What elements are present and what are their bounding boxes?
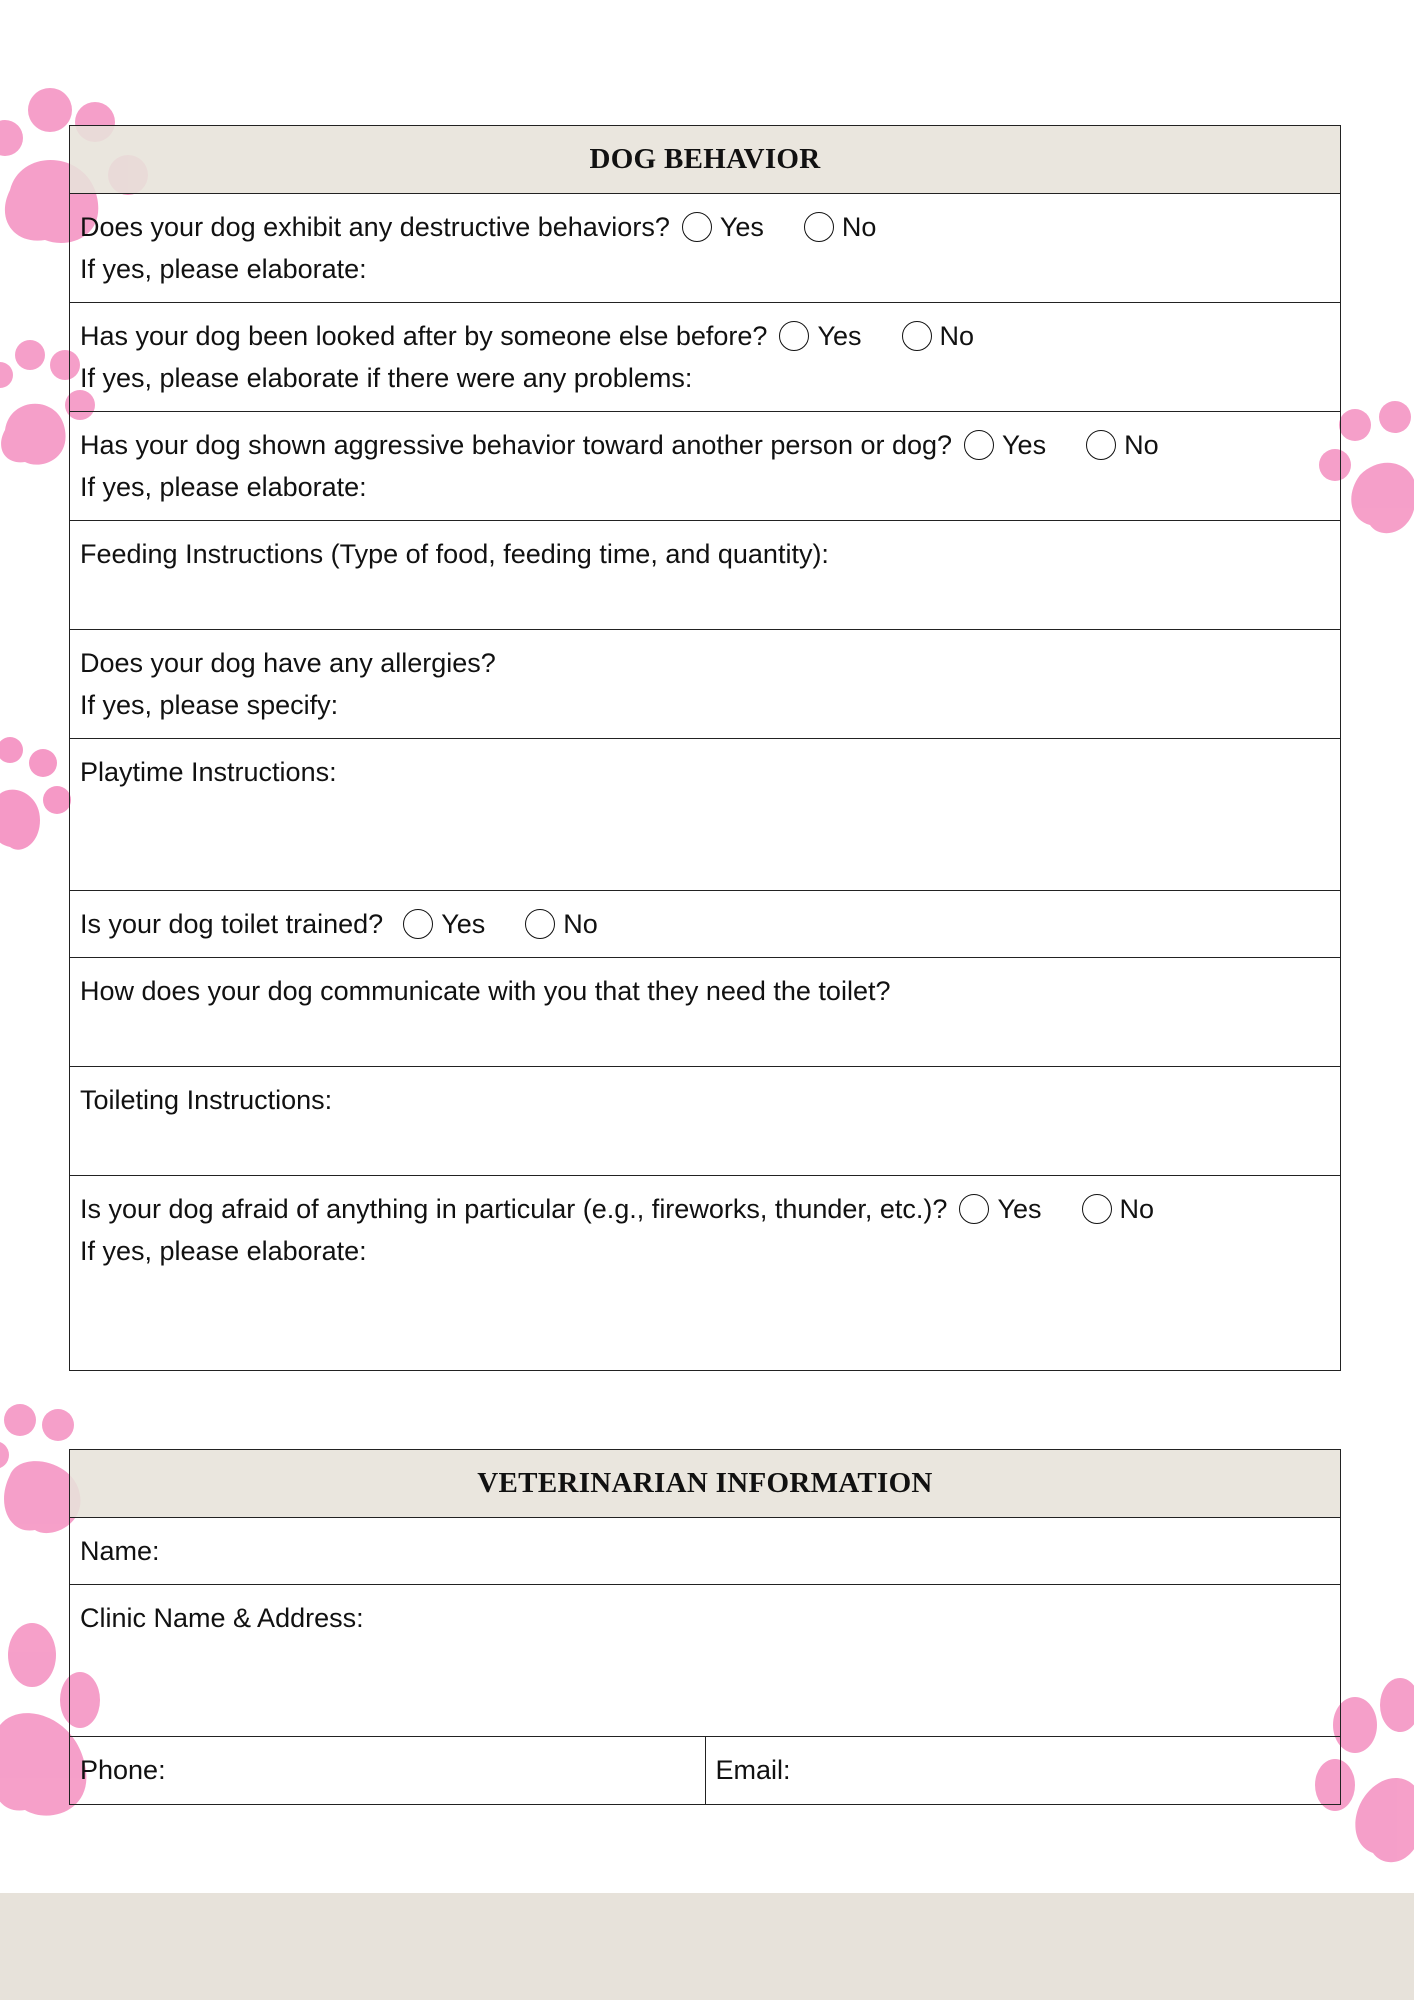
followup-label: If yes, please elaborate:	[80, 1236, 367, 1266]
radio-circle-icon[interactable]	[959, 1194, 989, 1224]
followup-label: If yes, please specify:	[80, 690, 339, 720]
yes-no-radio-group	[403, 903, 638, 945]
radio-circle-icon[interactable]	[779, 321, 809, 351]
toilet-communication-label: How does your dog communicate with you that they need the toilet?	[80, 976, 891, 1006]
destructive-behavior-row	[70, 194, 1340, 303]
allergies-row[interactable]	[70, 630, 1340, 739]
feeding-instructions-label: Feeding Instructions (Type of food, feeding time, and quantity):	[80, 539, 829, 569]
playtime-instructions-label: Playtime Instructions:	[80, 757, 337, 787]
clinic-address-field[interactable]	[70, 1585, 1340, 1737]
no-option[interactable]: No	[525, 903, 598, 945]
feeding-instructions-row[interactable]	[70, 521, 1340, 630]
clinic-address-label: Clinic Name & Address:	[80, 1603, 364, 1633]
playtime-instructions-row[interactable]	[70, 739, 1340, 891]
radio-circle-icon[interactable]	[964, 430, 994, 460]
toileting-instructions-label: Toileting Instructions:	[80, 1085, 333, 1115]
question-label: Does your dog have any allergies?	[80, 648, 496, 678]
question-label: Has your dog shown aggressive behavior toward another person or dog?	[80, 430, 953, 460]
section-title: DOG BEHAVIOR	[70, 126, 1340, 194]
question-label: Is your dog afraid of anything in particular (e.g., fireworks, thunder, etc.)?	[80, 1194, 948, 1224]
radio-circle-icon[interactable]	[1086, 430, 1116, 460]
toilet-trained-row	[70, 891, 1340, 958]
yes-no-radio-group	[682, 206, 917, 248]
dog-behavior-section	[69, 125, 1341, 1371]
yes-no-radio-group	[779, 315, 1014, 357]
question-label: Has your dog been looked after by someone else before?	[80, 321, 768, 351]
no-option[interactable]: No	[1082, 1188, 1155, 1230]
radio-circle-icon[interactable]	[1082, 1194, 1112, 1224]
no-option[interactable]: No	[804, 206, 877, 248]
toileting-instructions-row[interactable]	[70, 1067, 1340, 1176]
looked-after-row	[70, 303, 1340, 412]
followup-label: If yes, please elaborate if there were any problems:	[80, 363, 693, 393]
no-option[interactable]: No	[902, 315, 975, 357]
followup-label: If yes, please elaborate:	[80, 472, 367, 502]
yes-no-radio-group	[959, 1188, 1194, 1230]
section-title: VETERINARIAN INFORMATION	[70, 1450, 1340, 1518]
radio-circle-icon[interactable]	[902, 321, 932, 351]
veterinarian-section	[69, 1449, 1341, 1805]
yes-option[interactable]: Yes	[779, 315, 861, 357]
phone-label: Phone:	[80, 1755, 166, 1785]
radio-circle-icon[interactable]	[525, 909, 555, 939]
question-label: Does your dog exhibit any destructive behaviors?	[80, 212, 670, 242]
footer-band	[0, 1893, 1414, 2000]
paw-print-icon	[0, 725, 80, 860]
no-option[interactable]: No	[1086, 424, 1159, 466]
email-label: Email:	[715, 1755, 791, 1785]
email-field[interactable]	[705, 1737, 1341, 1804]
yes-option[interactable]: Yes	[959, 1188, 1041, 1230]
aggressive-behavior-row	[70, 412, 1340, 521]
followup-label: If yes, please elaborate:	[80, 254, 367, 284]
yes-no-radio-group	[964, 424, 1199, 466]
yes-option[interactable]: Yes	[964, 424, 1046, 466]
radio-circle-icon[interactable]	[804, 212, 834, 242]
radio-circle-icon[interactable]	[403, 909, 433, 939]
yes-option[interactable]: Yes	[682, 206, 764, 248]
contact-row	[70, 1737, 1340, 1804]
yes-option[interactable]: Yes	[403, 903, 485, 945]
vet-name-field[interactable]	[70, 1518, 1340, 1585]
phone-field[interactable]	[70, 1737, 705, 1804]
afraid-row	[70, 1176, 1340, 1370]
vet-name-label: Name:	[80, 1536, 160, 1566]
toilet-communication-row[interactable]	[70, 958, 1340, 1067]
question-label: Is your dog toilet trained?	[80, 909, 384, 939]
radio-circle-icon[interactable]	[682, 212, 712, 242]
